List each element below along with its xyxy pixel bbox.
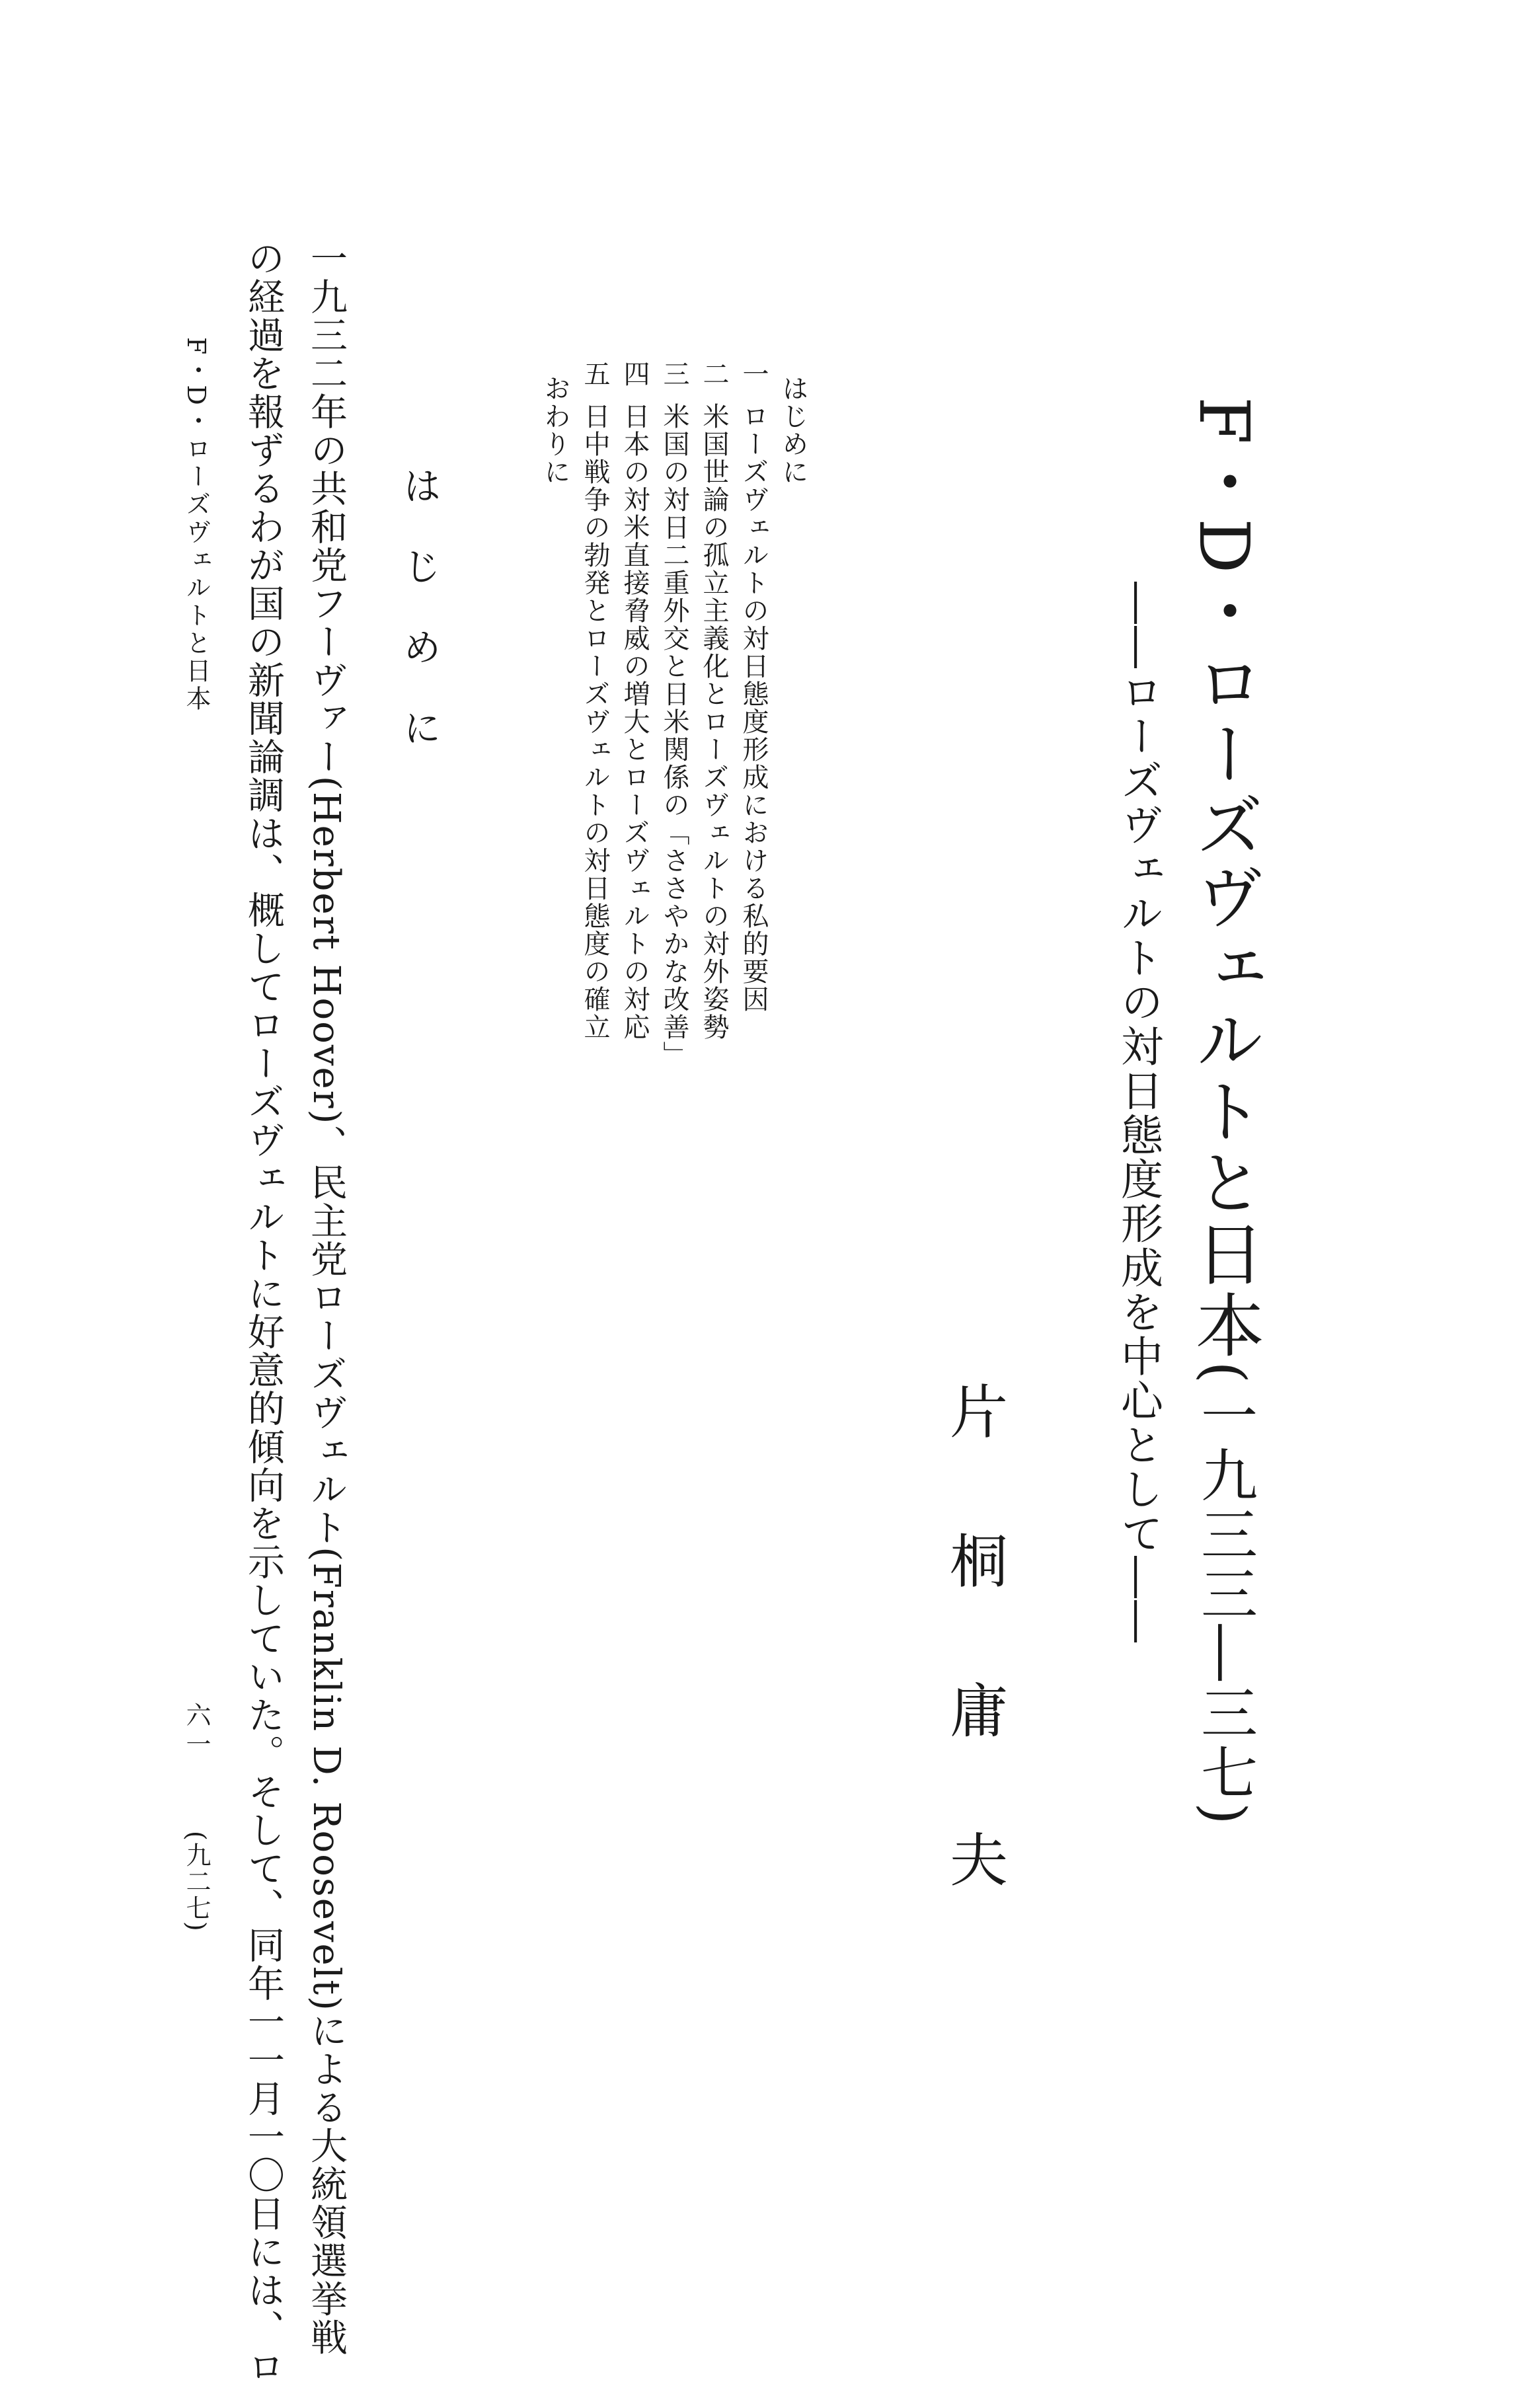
toc-item-label: 日本の対米直接脅威の増大とローズヴェルトの対応: [619, 403, 650, 1041]
toc-item-label: 米国の対日二重外交と日米関係の「ささやかな改善」: [659, 403, 689, 1069]
body-text-line: 一九三二年の共和党フーヴァー(Herbert Hoover)、民主党ローズヴェルト(Franklin D. Roosevelt)による大統領選挙戦: [305, 239, 348, 2357]
toc-item: [661, 360, 687, 1069]
toc-item: [701, 360, 727, 1041]
running-header: F・D・ローズヴェルトと日本: [182, 337, 211, 713]
toc-item: [582, 360, 608, 1041]
article-title: [1184, 397, 1264, 1828]
article-subtitle: ――ローズヴェルトの対日態度形成を中心として――: [1114, 582, 1163, 1644]
toc-item-number: 五: [580, 360, 610, 388]
table-of-contents: [516, 360, 808, 1069]
page-number: 六一: [182, 1702, 211, 1760]
toc-item: [621, 360, 648, 1041]
article-title-main: F・D・ローズヴェルトと日本: [1184, 397, 1264, 1362]
toc-item-number: 四: [619, 360, 650, 388]
author-name: 片桐庸夫: [941, 1381, 1009, 1979]
toc-item: [780, 360, 806, 486]
section-heading: はじめに: [397, 466, 442, 789]
toc-item-label: はじめに: [778, 375, 808, 486]
toc-item-label: おわりに: [540, 375, 570, 486]
toc-item: [740, 360, 767, 1013]
toc-item-number: 一: [738, 360, 769, 388]
page-number-alt: (九二七): [182, 1831, 211, 1933]
toc-item: [542, 360, 568, 486]
toc-item-label: 米国世論の孤立主義化とローズヴェルトの対外姿勢: [699, 403, 729, 1041]
toc-item-number: 三: [659, 360, 689, 388]
toc-item-label: 日中戦争の勃発とローズヴェルトの対日態度の確立: [580, 403, 610, 1041]
body-text-line: の経過を報ずるわが国の新聞論調は、概してローズヴェルトに好意的傾向を示していた。そして、同年一一月一〇日には、ロ: [242, 239, 285, 2386]
toc-item-label: ローズヴェルトの対日態度形成における私的要因: [738, 403, 769, 1013]
toc-item-number: 二: [699, 360, 729, 388]
article-title-range: (一九三三―三七): [1191, 1361, 1257, 1828]
